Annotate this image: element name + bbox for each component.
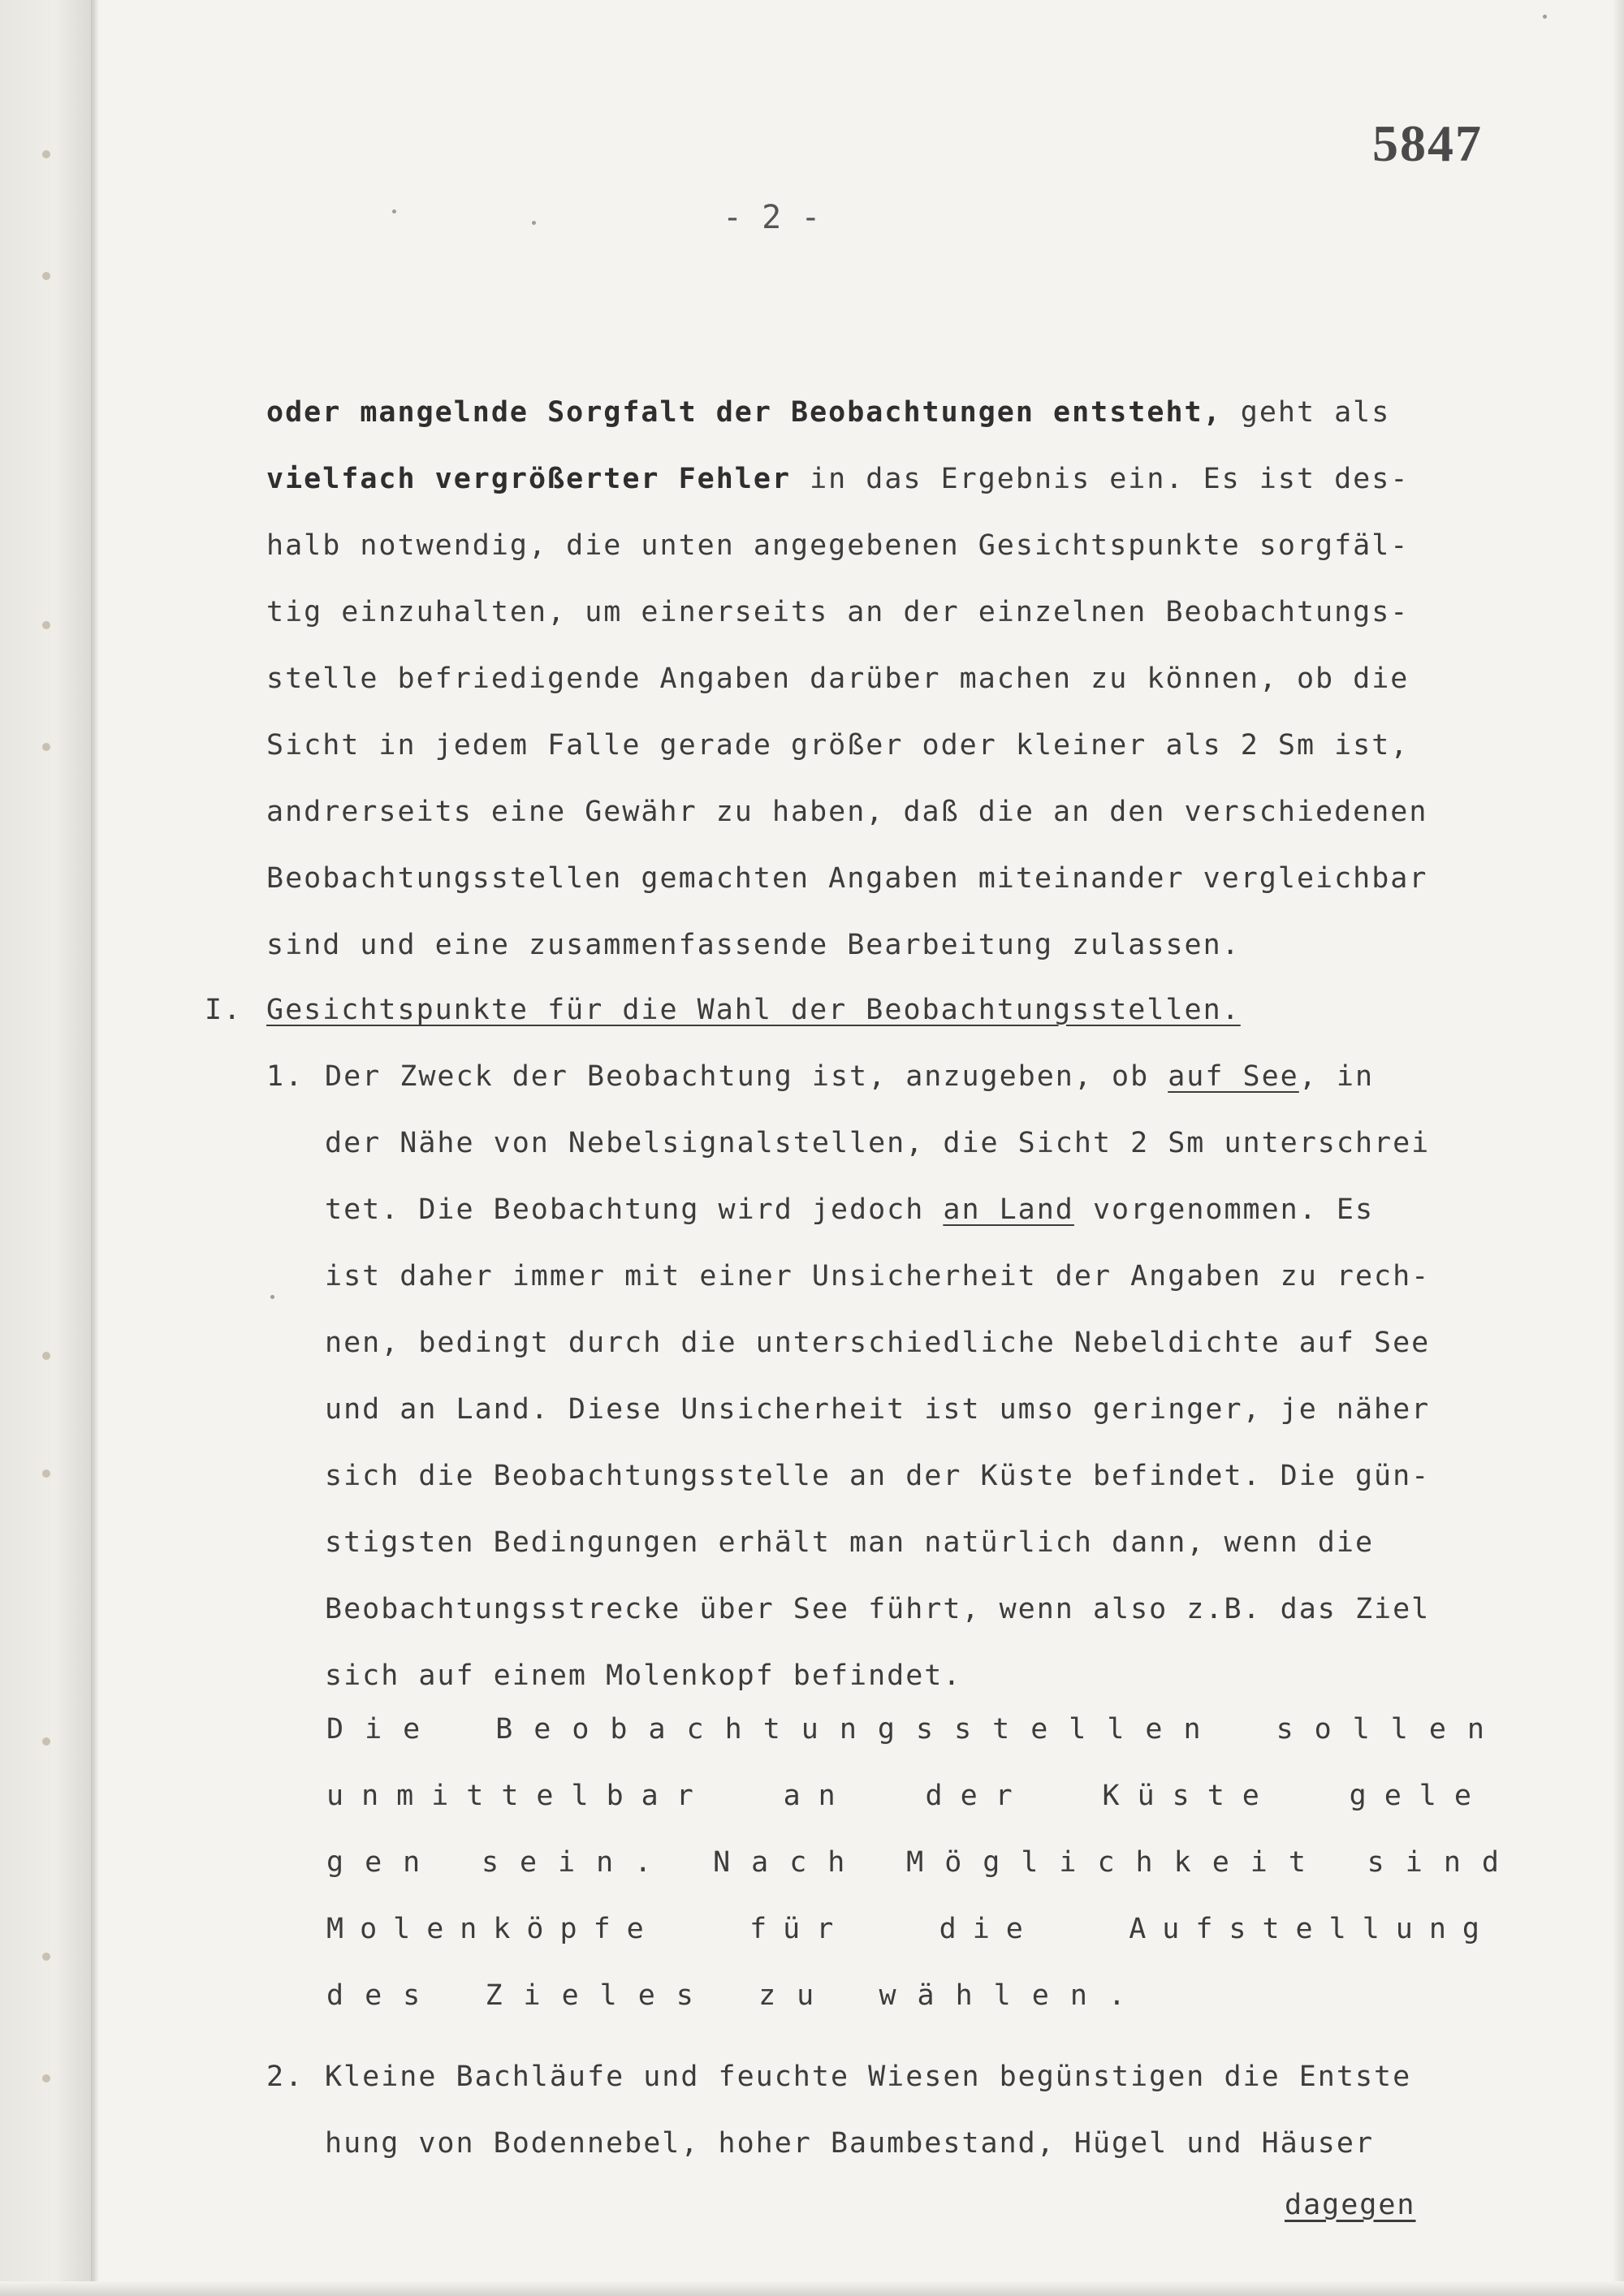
text-line: hung von Bodennebel, hoher Baumbestand, Hügel und Häuser [325, 2127, 1375, 2160]
text-line: und an Land. Diese Unsicherheit ist umso geringer, je näher [325, 1393, 1431, 1426]
punch-hole [42, 272, 50, 280]
page-number: - 2 - [723, 199, 821, 236]
text-line: Kleine Bachläufe und feuchte Wiesen begünstigen die Entste [325, 2061, 1412, 2093]
text-line [325, 1060, 1374, 1093]
text-run: geht als [1221, 396, 1391, 429]
spaced-word: Zieles [485, 1979, 715, 2012]
text-line [325, 1193, 1374, 1226]
binding-shadow [91, 0, 99, 2296]
text-line: sind und eine zusammenfassende Bearbeitung zulassen. [266, 929, 1241, 961]
section-heading: Gesichtspunkte für die Wahl der Beobachtungsstellen. [266, 994, 1241, 1026]
spaced-word: die [939, 1913, 1039, 1945]
ink-speck [1543, 15, 1547, 19]
ink-speck [270, 1295, 274, 1299]
punch-hole [42, 2074, 50, 2082]
spaced-word: Möglichkeit [906, 1846, 1327, 1879]
item-number: 2. [266, 2061, 304, 2093]
text-line: sich die Beobachtungsstelle an der Küste befindet. Die gün- [325, 1460, 1431, 1492]
text-line: stigsten Bedingungen erhält man natürlich dann, wenn die [325, 1526, 1375, 1559]
page-bottom-edge [0, 2281, 1624, 2296]
page-right-edge [1613, 0, 1624, 2296]
text-line: Sicht in jedem Falle gerade größer oder kleiner als 2 Sm ist, [266, 729, 1410, 762]
spaced-word: Küste [1102, 1780, 1277, 1812]
bold-passage: vielfach vergrößerter Fehler [266, 463, 792, 495]
spaced-word: Beobachtungsstellen [495, 1713, 1222, 1746]
catchword: dagegen [1285, 2189, 1416, 2221]
spaced-word: Nach [713, 1846, 866, 1879]
bold-passage: oder mangelnde Sorgfalt der Beobachtungen entsteht, [266, 396, 1222, 429]
spaced-word: Aufstellung [1129, 1913, 1496, 1945]
binding-margin [0, 0, 93, 2296]
text-line: tig einzuhalten, um einerseits an der einzelnen Beobachtungs- [266, 596, 1410, 628]
text-line: andrerseits eine Gewähr zu haben, daß die an den verschiedenen [266, 796, 1428, 828]
spaced-line [326, 1713, 1505, 1746]
punch-hole [42, 1352, 50, 1360]
spaced-word: an [783, 1780, 853, 1812]
text-run: in das Ergebnis ein. Es ist des- [791, 463, 1410, 495]
text-line: der Nähe von Nebelsignalstellen, die Sicht 2 Sm unterschrei [325, 1127, 1431, 1159]
spaced-word: für [749, 1913, 850, 1945]
punch-hole [42, 743, 50, 751]
text-line [266, 396, 1390, 429]
sheet-number: 5847 [1372, 114, 1483, 172]
text-line: Beobachtungsstrecke über See führt, wenn also z.B. das Ziel [325, 1593, 1431, 1625]
text-line [266, 463, 1409, 495]
spaced-word: unmittelbar [326, 1780, 711, 1812]
spaced-word: gen [326, 1846, 442, 1879]
text-line: nen, bedingt durch die unterschiedliche Nebeldichte auf See [325, 1327, 1431, 1359]
text-line: halb notwendig, die unten angegebenen Gesichtspunkte sorgfäl- [266, 529, 1410, 562]
underlined-phrase: auf See [1168, 1060, 1299, 1093]
spaced-word: sind [1367, 1846, 1520, 1879]
text-line: stelle befriedigende Angaben darüber machen zu können, ob die [266, 662, 1410, 695]
text-line: ist daher immer mit einer Unsicherheit der Angaben zu rech- [325, 1260, 1431, 1293]
spaced-word: wählen. [879, 1979, 1147, 2012]
spaced-line [326, 1913, 1496, 1945]
spaced-word: zu [758, 1979, 836, 2012]
ink-speck [532, 221, 536, 225]
spaced-line [326, 1846, 1520, 1879]
text-line: Beobachtungsstellen gemachten Angaben miteinander vergleichbar [266, 862, 1428, 895]
spaced-line [326, 1780, 1489, 1812]
spaced-word: sein. [481, 1846, 673, 1879]
text-run: , in [1298, 1060, 1375, 1093]
punch-hole [42, 621, 50, 629]
spaced-word: der [925, 1780, 1030, 1812]
spaced-word: des [326, 1979, 442, 2012]
punch-hole [42, 1737, 50, 1746]
text-run: Der Zweck der Beobachtung ist, anzugeben, ob [325, 1060, 1168, 1093]
text-run: tet. Die Beobachtung wird jedoch [325, 1193, 944, 1226]
item-number: 1. [266, 1060, 304, 1093]
underlined-phrase: an Land [943, 1193, 1074, 1226]
spaced-word: gele [1349, 1780, 1489, 1812]
punch-hole [42, 1953, 50, 1961]
punch-hole [42, 1470, 50, 1478]
text-run: vorgenommen. Es [1073, 1193, 1375, 1226]
punch-hole [42, 150, 50, 158]
section-numeral: I. [205, 994, 243, 1026]
spaced-word: Die [326, 1713, 442, 1746]
spaced-word: sollen [1276, 1713, 1505, 1746]
spaced-line [326, 1979, 1147, 2012]
text-line: sich auf einem Molenkopf befindet. [325, 1659, 962, 1692]
ink-speck [392, 209, 396, 214]
spaced-word: Molenköpfe [326, 1913, 660, 1945]
